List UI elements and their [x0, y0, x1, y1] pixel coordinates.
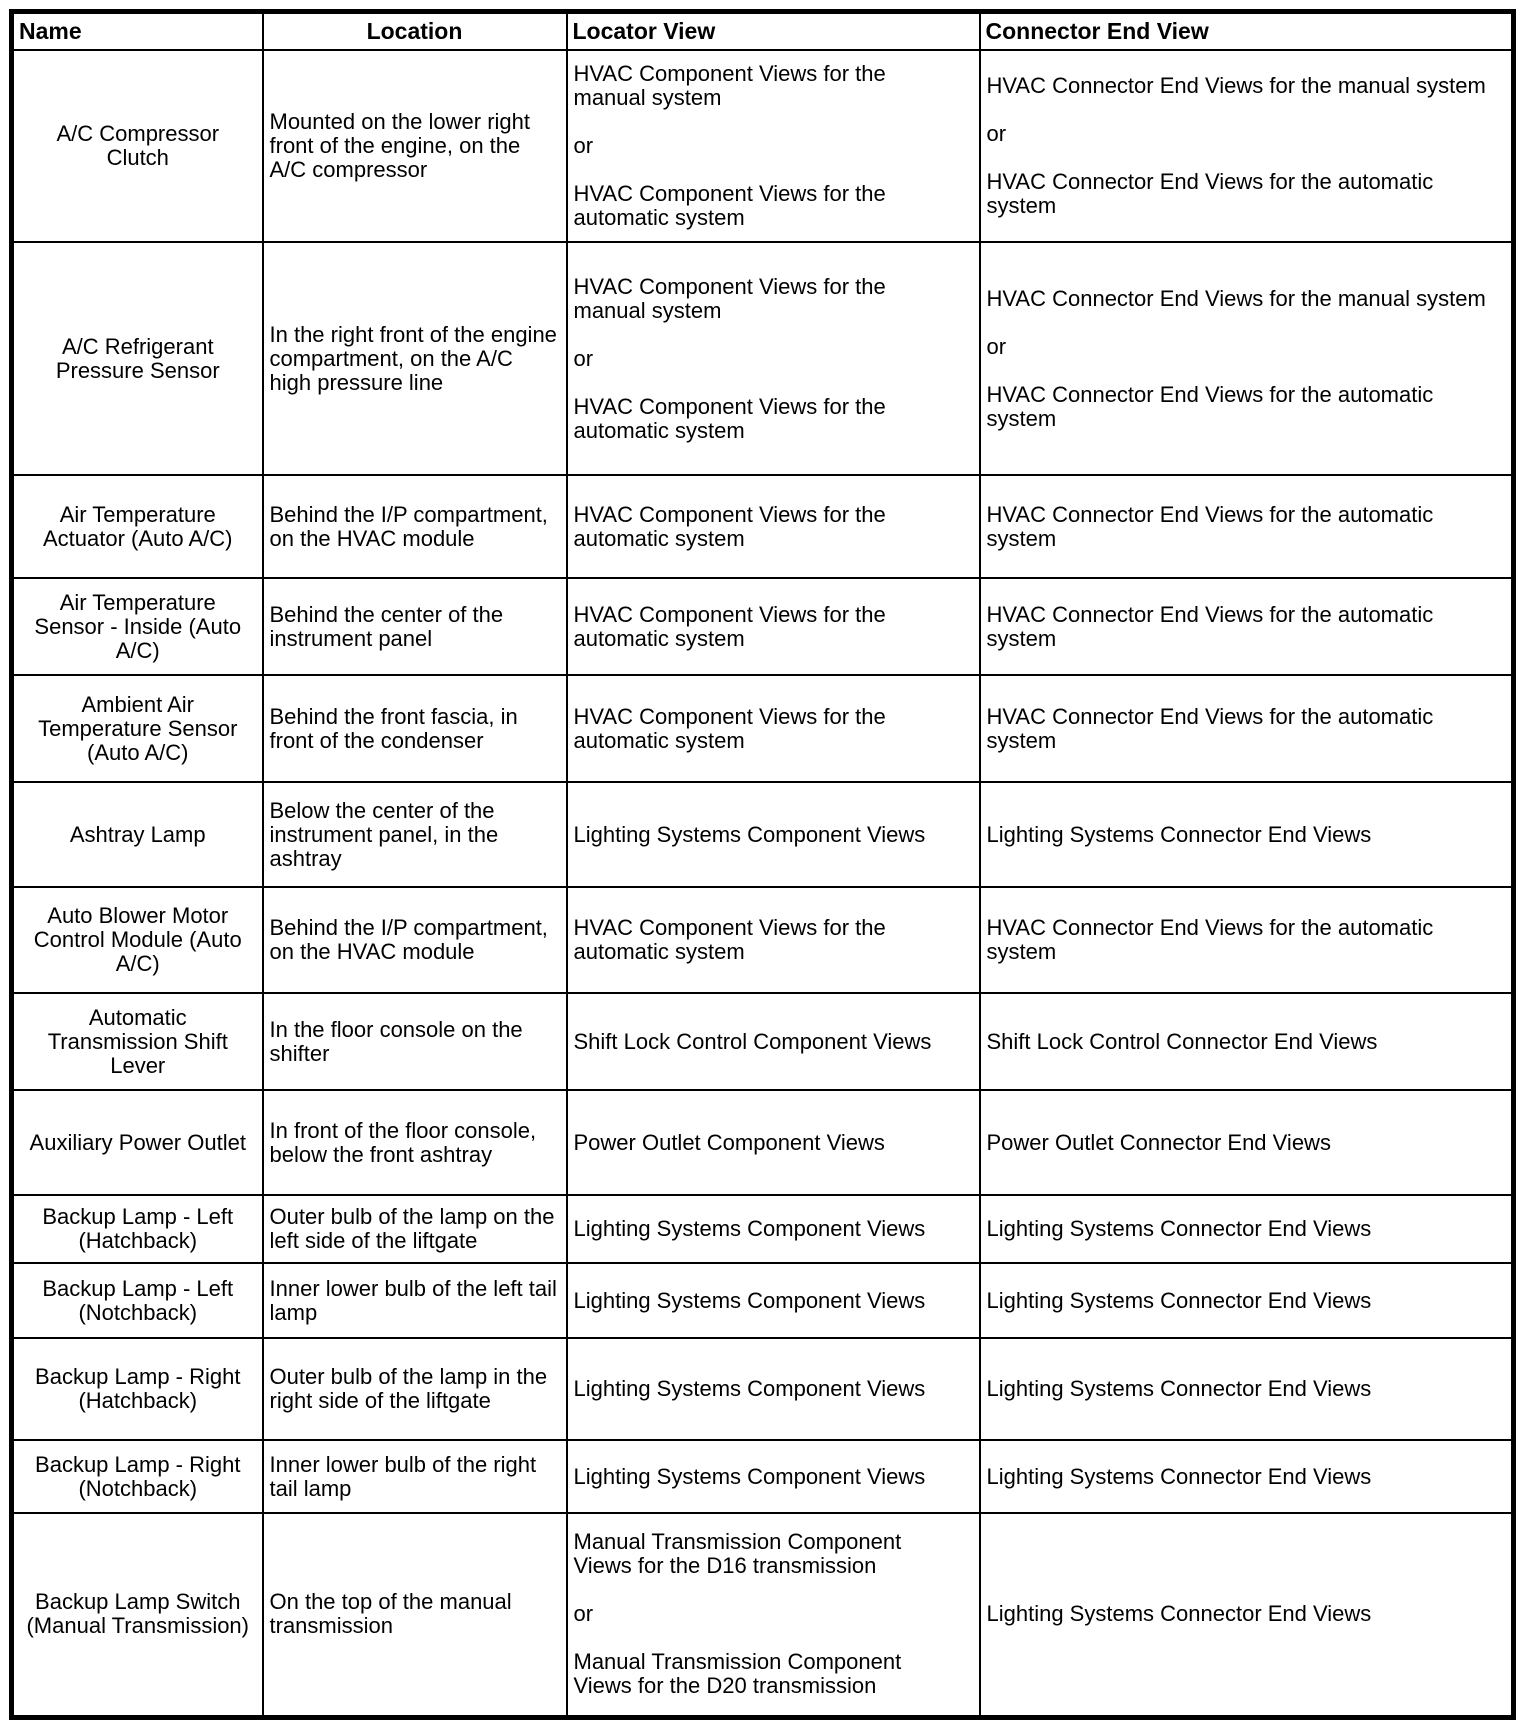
cell-connector-end-view	[980, 1263, 1514, 1338]
cell-paragraph: HVAC Component Views for the automatic system	[573, 181, 886, 230]
cell-paragraph: Lighting Systems Connector End Views	[986, 1287, 1372, 1313]
cell-location	[263, 578, 567, 675]
column-header-name: Name	[12, 12, 263, 51]
cell-name	[12, 578, 263, 675]
cell-connector-end-view	[980, 1513, 1514, 1717]
cell-paragraph: HVAC Component Views for the manual system	[573, 273, 886, 323]
cell-name	[12, 1338, 263, 1440]
cell-paragraph: or	[573, 133, 594, 158]
table-row	[12, 1195, 1514, 1263]
cell-name	[12, 782, 263, 887]
cell-location	[263, 1338, 567, 1440]
cell-paragraph: or	[573, 345, 594, 371]
cell-name	[12, 993, 263, 1090]
cell-paragraph: Shift Lock Control Component Views	[573, 1028, 932, 1054]
cell-paragraph: Lighting Systems Component Views	[573, 1376, 926, 1401]
cell-locator-view	[567, 993, 980, 1090]
cell-paragraph: HVAC Connector End Views for the automatic system	[986, 501, 1434, 551]
cell-paragraph: HVAC Connector End Views for the manual system	[986, 285, 1486, 311]
cell-connector-end-view	[980, 1440, 1514, 1513]
table-row	[12, 887, 1514, 993]
cell-paragraph: HVAC Component Views for the manual system	[573, 61, 886, 110]
cell-name	[12, 887, 263, 993]
cell-name	[12, 1440, 263, 1513]
cell-locator-view	[567, 242, 980, 475]
cell-locator-view	[567, 1263, 980, 1338]
table-row	[12, 1513, 1514, 1717]
cell-location	[263, 887, 567, 993]
cell-paragraph: HVAC Connector End Views for the manual system	[986, 73, 1486, 98]
cell-connector-end-view	[980, 1338, 1514, 1440]
cell-paragraph: Mounted on the lower right front of the engine, on the A/C compressor	[269, 109, 530, 182]
cell-paragraph: Lighting Systems Connector End Views	[986, 1216, 1372, 1241]
table-row	[12, 242, 1514, 475]
cell-paragraph: Backup Lamp - Left (Hatchback)	[42, 1204, 234, 1253]
cell-paragraph: In the floor console on the shifter	[269, 1016, 523, 1066]
cell-paragraph: In front of the floor console, below the front ashtray	[269, 1117, 537, 1167]
table-row	[12, 475, 1514, 578]
cell-location	[263, 50, 567, 242]
cell-paragraph: Backup Lamp - Left (Notchback)	[42, 1275, 234, 1325]
cell-connector-end-view	[980, 1195, 1514, 1263]
table-row	[12, 1440, 1514, 1513]
cell-connector-end-view	[980, 1090, 1514, 1195]
cell-location	[263, 1090, 567, 1195]
cell-paragraph: Manual Transmission Component Views for the D16 transmission	[573, 1529, 902, 1579]
cell-paragraph: HVAC Component Views for the automatic system	[573, 601, 886, 651]
cell-location	[263, 782, 567, 887]
header-row	[12, 12, 1514, 51]
cell-paragraph: Below the center of the instrument panel, in the ashtray	[269, 797, 499, 871]
cell-locator-view	[567, 1513, 980, 1717]
cell-connector-end-view	[980, 782, 1514, 887]
cell-connector-end-view	[980, 993, 1514, 1090]
cell-paragraph: Backup Lamp - Right (Hatchback)	[35, 1364, 241, 1413]
cell-paragraph: HVAC Component Views for the automatic system	[573, 915, 886, 964]
table-row	[12, 1263, 1514, 1338]
cell-paragraph: HVAC Component Views for the automatic system	[573, 393, 886, 443]
cell-paragraph: Air Temperature Sensor - Inside (Auto A/C)	[34, 589, 242, 663]
table-row	[12, 993, 1514, 1090]
cell-paragraph: Ashtray Lamp	[69, 821, 206, 847]
cell-paragraph: HVAC Connector End Views for the automatic system	[986, 381, 1434, 431]
table-row	[12, 1090, 1514, 1195]
cell-location	[263, 1263, 567, 1338]
cell-locator-view	[567, 887, 980, 993]
table-row	[12, 1338, 1514, 1440]
cell-paragraph: Air Temperature Actuator (Auto A/C)	[42, 501, 233, 551]
cell-paragraph: A/C Refrigerant Pressure Sensor	[55, 333, 220, 383]
cell-paragraph: Lighting Systems Connector End Views	[986, 1601, 1372, 1627]
cell-paragraph: HVAC Connector End Views for the automatic system	[986, 601, 1434, 651]
cell-paragraph: Backup Lamp - Right (Notchback)	[35, 1451, 241, 1501]
cell-locator-view	[567, 50, 980, 242]
cell-name	[12, 1513, 263, 1717]
cell-paragraph: Backup Lamp Switch (Manual Transmission)	[26, 1589, 249, 1639]
cell-paragraph: Power Outlet Connector End Views	[986, 1129, 1331, 1155]
cell-location	[263, 1195, 567, 1263]
cell-location	[263, 1513, 567, 1717]
cell-paragraph: HVAC Component Views for the automatic system	[573, 703, 886, 753]
cell-location	[263, 242, 567, 475]
cell-paragraph: HVAC Connector End Views for the automatic system	[986, 169, 1434, 218]
cell-locator-view	[567, 675, 980, 782]
cell-location	[263, 993, 567, 1090]
cell-paragraph: Lighting Systems Component Views	[573, 1287, 926, 1313]
cell-paragraph: Power Outlet Component Views	[573, 1129, 885, 1155]
column-header-location: Location	[263, 12, 567, 51]
cell-paragraph: A/C Compressor Clutch	[56, 121, 220, 170]
cell-location	[263, 675, 567, 782]
cell-location	[263, 1440, 567, 1513]
cell-paragraph: Ambient Air Temperature Sensor (Auto A/C)	[38, 691, 238, 765]
cell-paragraph: In the right front of the engine compartment, on the A/C high pressure line	[269, 321, 557, 395]
table-body	[12, 50, 1514, 1717]
cell-connector-end-view	[980, 242, 1514, 475]
cell-paragraph: Automatic Transmission Shift Lever	[47, 1004, 228, 1078]
cell-name	[12, 675, 263, 782]
cell-paragraph: Auxiliary Power Outlet	[29, 1129, 246, 1155]
cell-paragraph: Lighting Systems Connector End Views	[986, 821, 1372, 847]
component-table	[9, 9, 1516, 1720]
cell-locator-view	[567, 578, 980, 675]
cell-paragraph: Shift Lock Control Connector End Views	[986, 1028, 1378, 1054]
cell-paragraph: or	[573, 1601, 594, 1627]
cell-paragraph: Behind the I/P compartment, on the HVAC module	[269, 915, 548, 964]
cell-locator-view	[567, 1195, 980, 1263]
table-row	[12, 50, 1514, 242]
cell-paragraph: HVAC Connector End Views for the automatic system	[986, 703, 1434, 753]
table-row	[12, 782, 1514, 887]
cell-name	[12, 1090, 263, 1195]
cell-name	[12, 475, 263, 578]
cell-paragraph: Lighting Systems Component Views	[573, 1216, 926, 1241]
cell-locator-view	[567, 1440, 980, 1513]
cell-connector-end-view	[980, 50, 1514, 242]
cell-paragraph: Behind the center of the instrument panel	[269, 601, 504, 651]
cell-paragraph: Manual Transmission Component Views for the D20 transmission	[573, 1649, 902, 1699]
cell-paragraph: Auto Blower Motor Control Module (Auto A/C)	[33, 903, 242, 976]
column-header-locator-view: Locator View	[567, 12, 980, 51]
cell-connector-end-view	[980, 887, 1514, 993]
cell-name	[12, 50, 263, 242]
cell-connector-end-view	[980, 578, 1514, 675]
table-row	[12, 578, 1514, 675]
cell-location	[263, 475, 567, 578]
cell-paragraph: or	[986, 121, 1007, 146]
cell-name	[12, 1195, 263, 1263]
cell-paragraph: Lighting Systems Connector End Views	[986, 1376, 1372, 1401]
cell-locator-view	[567, 782, 980, 887]
table-row	[12, 675, 1514, 782]
cell-locator-view	[567, 475, 980, 578]
cell-name	[12, 242, 263, 475]
cell-paragraph: Lighting Systems Connector End Views	[986, 1463, 1372, 1489]
cell-locator-view	[567, 1338, 980, 1440]
cell-paragraph: HVAC Connector End Views for the automatic system	[986, 915, 1434, 964]
cell-paragraph: Outer bulb of the lamp on the left side of the liftgate	[269, 1204, 555, 1253]
column-header-connector-end-view: Connector End View	[980, 12, 1514, 51]
cell-paragraph: Inner lower bulb of the left tail lamp	[269, 1275, 557, 1325]
cell-paragraph: Behind the I/P compartment, on the HVAC module	[269, 501, 548, 551]
cell-paragraph: Lighting Systems Component Views	[573, 821, 926, 847]
cell-paragraph: On the top of the manual transmission	[269, 1589, 512, 1639]
cell-paragraph: HVAC Component Views for the automatic system	[573, 501, 886, 551]
cell-name	[12, 1263, 263, 1338]
cell-paragraph: Lighting Systems Component Views	[573, 1463, 926, 1489]
cell-locator-view	[567, 1090, 980, 1195]
cell-connector-end-view	[980, 675, 1514, 782]
cell-paragraph: Behind the front fascia, in front of the condenser	[269, 703, 518, 753]
cell-paragraph: Outer bulb of the lamp in the right side of the liftgate	[269, 1364, 548, 1413]
table-header	[12, 12, 1514, 51]
cell-paragraph: Inner lower bulb of the right tail lamp	[269, 1451, 537, 1501]
cell-paragraph: or	[986, 333, 1007, 359]
cell-connector-end-view	[980, 475, 1514, 578]
